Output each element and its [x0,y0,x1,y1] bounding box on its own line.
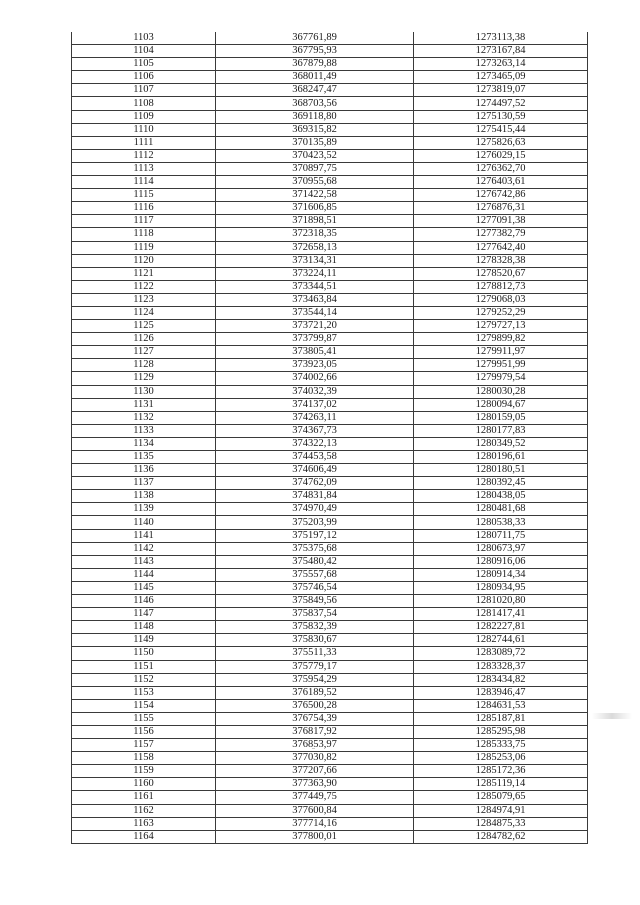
point-number-cell: 1118 [72,228,216,241]
x-coordinate-cell: 377207,66 [216,765,414,778]
x-coordinate-cell: 368703,56 [216,97,414,110]
table-row [72,97,588,110]
point-number-cell: 1108 [72,97,216,110]
table-row [72,110,588,123]
point-number-cell: 1160 [72,778,216,791]
y-coordinate-cell: 1285333,75 [414,739,588,752]
x-coordinate-cell: 373799,87 [216,333,414,346]
table-row [72,306,588,319]
x-coordinate-cell: 374032,39 [216,385,414,398]
table-row [72,791,588,804]
table-row [72,189,588,202]
y-coordinate-cell: 1279727,13 [414,320,588,333]
table-row [72,149,588,162]
table-row [72,411,588,424]
point-number-cell: 1125 [72,320,216,333]
x-coordinate-cell: 368247,47 [216,84,414,97]
point-number-cell: 1156 [72,725,216,738]
point-number-cell: 1111 [72,136,216,149]
y-coordinate-cell: 1280711,75 [414,529,588,542]
y-coordinate-cell: 1280538,33 [414,516,588,529]
point-number-cell: 1152 [72,673,216,686]
table-row [72,162,588,175]
point-number-cell: 1135 [72,451,216,464]
x-coordinate-cell: 372658,13 [216,241,414,254]
x-coordinate-cell: 375837,54 [216,608,414,621]
table-row [72,830,588,843]
table-row [72,437,588,450]
x-coordinate-cell: 377363,90 [216,778,414,791]
y-coordinate-cell: 1284782,62 [414,830,588,843]
point-number-cell: 1128 [72,359,216,372]
y-coordinate-cell: 1276876,31 [414,202,588,215]
table-row [72,595,588,608]
y-coordinate-cell: 1280481,68 [414,503,588,516]
x-coordinate-cell: 375197,12 [216,529,414,542]
table-row [72,739,588,752]
table-row [72,503,588,516]
y-coordinate-cell: 1283946,47 [414,686,588,699]
point-number-cell: 1116 [72,202,216,215]
table-row [72,84,588,97]
y-coordinate-cell: 1279979,54 [414,372,588,385]
x-coordinate-cell: 370423,52 [216,149,414,162]
point-number-cell: 1127 [72,346,216,359]
table-row [72,634,588,647]
x-coordinate-cell: 377714,16 [216,817,414,830]
y-coordinate-cell: 1276742,86 [414,189,588,202]
point-number-cell: 1164 [72,830,216,843]
y-coordinate-cell: 1276362,70 [414,162,588,175]
point-number-cell: 1119 [72,241,216,254]
x-coordinate-cell: 375779,17 [216,660,414,673]
y-coordinate-cell: 1279068,03 [414,293,588,306]
y-coordinate-cell: 1275130,59 [414,110,588,123]
point-number-cell: 1137 [72,477,216,490]
y-coordinate-cell: 1282744,61 [414,634,588,647]
x-coordinate-cell: 370897,75 [216,162,414,175]
x-coordinate-cell: 377449,75 [216,791,414,804]
y-coordinate-cell: 1276029,15 [414,149,588,162]
point-number-cell: 1109 [72,110,216,123]
point-number-cell: 1153 [72,686,216,699]
x-coordinate-cell: 375832,39 [216,621,414,634]
y-coordinate-cell: 1280196,61 [414,451,588,464]
table-row [72,660,588,673]
table-row [72,136,588,149]
x-coordinate-cell: 367879,88 [216,58,414,71]
x-coordinate-cell: 373923,05 [216,359,414,372]
x-coordinate-cell: 376817,92 [216,725,414,738]
point-number-cell: 1158 [72,752,216,765]
y-coordinate-cell: 1275415,44 [414,123,588,136]
x-coordinate-cell: 372318,35 [216,228,414,241]
table-row [72,359,588,372]
table-row [72,372,588,385]
y-coordinate-cell: 1280392,45 [414,477,588,490]
table-row [72,608,588,621]
y-coordinate-cell: 1273819,07 [414,84,588,97]
x-coordinate-cell: 377800,01 [216,830,414,843]
y-coordinate-cell: 1284974,91 [414,804,588,817]
point-number-cell: 1105 [72,58,216,71]
point-number-cell: 1133 [72,424,216,437]
x-coordinate-cell: 374322,13 [216,437,414,450]
table-row [72,45,588,58]
point-number-cell: 1161 [72,791,216,804]
table-row [72,699,588,712]
x-coordinate-cell: 370135,89 [216,136,414,149]
scan-smudge [592,713,632,719]
point-number-cell: 1112 [72,149,216,162]
y-coordinate-cell: 1280934,95 [414,581,588,594]
coordinates-table [71,32,588,844]
point-number-cell: 1130 [72,385,216,398]
x-coordinate-cell: 367761,89 [216,32,414,45]
point-number-cell: 1142 [72,542,216,555]
x-coordinate-cell: 374606,49 [216,464,414,477]
y-coordinate-cell: 1273167,84 [414,45,588,58]
point-number-cell: 1157 [72,739,216,752]
x-coordinate-cell: 376189,52 [216,686,414,699]
point-number-cell: 1129 [72,372,216,385]
y-coordinate-cell: 1280030,28 [414,385,588,398]
y-coordinate-cell: 1284631,53 [414,699,588,712]
y-coordinate-cell: 1277642,40 [414,241,588,254]
table-row [72,202,588,215]
x-coordinate-cell: 374831,84 [216,490,414,503]
table-row [72,267,588,280]
y-coordinate-cell: 1273465,09 [414,71,588,84]
y-coordinate-cell: 1280916,06 [414,555,588,568]
y-coordinate-cell: 1284875,33 [414,817,588,830]
x-coordinate-cell: 377030,82 [216,752,414,765]
y-coordinate-cell: 1277091,38 [414,215,588,228]
x-coordinate-cell: 375203,99 [216,516,414,529]
table-row [72,673,588,686]
x-coordinate-cell: 371422,58 [216,189,414,202]
y-coordinate-cell: 1285295,98 [414,725,588,738]
y-coordinate-cell: 1285187,81 [414,712,588,725]
point-number-cell: 1159 [72,765,216,778]
table-row [72,712,588,725]
x-coordinate-cell: 374137,02 [216,398,414,411]
y-coordinate-cell: 1280914,34 [414,568,588,581]
y-coordinate-cell: 1279951,99 [414,359,588,372]
point-number-cell: 1149 [72,634,216,647]
y-coordinate-cell: 1273263,14 [414,58,588,71]
y-coordinate-cell: 1279899,82 [414,333,588,346]
x-coordinate-cell: 367795,93 [216,45,414,58]
table-row [72,555,588,568]
table-row [72,215,588,228]
x-coordinate-cell: 373224,11 [216,267,414,280]
table-row [72,529,588,542]
y-coordinate-cell: 1275826,63 [414,136,588,149]
point-number-cell: 1138 [72,490,216,503]
table-row [72,241,588,254]
table-row [72,320,588,333]
x-coordinate-cell: 371606,85 [216,202,414,215]
point-number-cell: 1145 [72,581,216,594]
table-row [72,464,588,477]
point-number-cell: 1132 [72,411,216,424]
y-coordinate-cell: 1285253,06 [414,752,588,765]
point-number-cell: 1106 [72,71,216,84]
point-number-cell: 1126 [72,333,216,346]
point-number-cell: 1141 [72,529,216,542]
table-row [72,346,588,359]
table-row [72,71,588,84]
point-number-cell: 1154 [72,699,216,712]
table-row [72,293,588,306]
table-row [72,398,588,411]
table-row [72,686,588,699]
x-coordinate-cell: 374263,11 [216,411,414,424]
x-coordinate-cell: 376754,39 [216,712,414,725]
point-number-cell: 1136 [72,464,216,477]
x-coordinate-cell: 376500,28 [216,699,414,712]
table-row [72,542,588,555]
table-row [72,176,588,189]
point-number-cell: 1139 [72,503,216,516]
point-number-cell: 1115 [72,189,216,202]
x-coordinate-cell: 370955,68 [216,176,414,189]
point-number-cell: 1113 [72,162,216,175]
x-coordinate-cell: 373805,41 [216,346,414,359]
x-coordinate-cell: 374762,09 [216,477,414,490]
table-row [72,568,588,581]
y-coordinate-cell: 1280177,83 [414,424,588,437]
x-coordinate-cell: 371898,51 [216,215,414,228]
point-number-cell: 1120 [72,254,216,267]
y-coordinate-cell: 1283434,82 [414,673,588,686]
table-row [72,333,588,346]
point-number-cell: 1103 [72,32,216,45]
y-coordinate-cell: 1285079,65 [414,791,588,804]
x-coordinate-cell: 375830,67 [216,634,414,647]
y-coordinate-cell: 1281020,80 [414,595,588,608]
point-number-cell: 1124 [72,306,216,319]
point-number-cell: 1147 [72,608,216,621]
point-number-cell: 1104 [72,45,216,58]
table-row [72,581,588,594]
table-row [72,280,588,293]
x-coordinate-cell: 374002,66 [216,372,414,385]
point-number-cell: 1131 [72,398,216,411]
table-row [72,385,588,398]
x-coordinate-cell: 375557,68 [216,568,414,581]
x-coordinate-cell: 375746,54 [216,581,414,594]
y-coordinate-cell: 1280180,51 [414,464,588,477]
table-row [72,58,588,71]
point-number-cell: 1123 [72,293,216,306]
x-coordinate-cell: 375480,42 [216,555,414,568]
x-coordinate-cell: 373134,31 [216,254,414,267]
table-row [72,123,588,136]
point-number-cell: 1150 [72,647,216,660]
point-number-cell: 1110 [72,123,216,136]
x-coordinate-cell: 369118,80 [216,110,414,123]
y-coordinate-cell: 1281417,41 [414,608,588,621]
table-row [72,254,588,267]
y-coordinate-cell: 1280349,52 [414,437,588,450]
x-coordinate-cell: 369315,82 [216,123,414,136]
point-number-cell: 1146 [72,595,216,608]
table-row [72,32,588,45]
y-coordinate-cell: 1278328,38 [414,254,588,267]
x-coordinate-cell: 373463,84 [216,293,414,306]
table-row [72,752,588,765]
table-row [72,778,588,791]
x-coordinate-cell: 375954,29 [216,673,414,686]
y-coordinate-cell: 1278812,73 [414,280,588,293]
table-row [72,424,588,437]
y-coordinate-cell: 1280159,05 [414,411,588,424]
table-row [72,647,588,660]
point-number-cell: 1134 [72,437,216,450]
table-row [72,817,588,830]
point-number-cell: 1143 [72,555,216,568]
point-number-cell: 1151 [72,660,216,673]
point-number-cell: 1148 [72,621,216,634]
point-number-cell: 1163 [72,817,216,830]
y-coordinate-cell: 1273113,38 [414,32,588,45]
x-coordinate-cell: 375375,68 [216,542,414,555]
x-coordinate-cell: 373544,14 [216,306,414,319]
y-coordinate-cell: 1280438,05 [414,490,588,503]
point-number-cell: 1117 [72,215,216,228]
point-number-cell: 1114 [72,176,216,189]
table-row [72,477,588,490]
x-coordinate-cell: 375511,33 [216,647,414,660]
table-row [72,228,588,241]
y-coordinate-cell: 1279911,97 [414,346,588,359]
x-coordinate-cell: 373344,51 [216,280,414,293]
table-row [72,490,588,503]
y-coordinate-cell: 1276403,61 [414,176,588,189]
point-number-cell: 1107 [72,84,216,97]
x-coordinate-cell: 374970,49 [216,503,414,516]
y-coordinate-cell: 1280094,67 [414,398,588,411]
table-row [72,451,588,464]
y-coordinate-cell: 1278520,67 [414,267,588,280]
y-coordinate-cell: 1280673,97 [414,542,588,555]
point-number-cell: 1122 [72,280,216,293]
y-coordinate-cell: 1279252,29 [414,306,588,319]
point-number-cell: 1140 [72,516,216,529]
x-coordinate-cell: 368011,49 [216,71,414,84]
table-row [72,804,588,817]
point-number-cell: 1144 [72,568,216,581]
coordinates-table-body [72,32,588,843]
x-coordinate-cell: 374367,73 [216,424,414,437]
y-coordinate-cell: 1283089,72 [414,647,588,660]
x-coordinate-cell: 373721,20 [216,320,414,333]
table-row [72,725,588,738]
x-coordinate-cell: 377600,84 [216,804,414,817]
table-row [72,765,588,778]
y-coordinate-cell: 1285172,36 [414,765,588,778]
y-coordinate-cell: 1277382,79 [414,228,588,241]
table-row [72,516,588,529]
y-coordinate-cell: 1285119,14 [414,778,588,791]
point-number-cell: 1155 [72,712,216,725]
x-coordinate-cell: 376853,97 [216,739,414,752]
x-coordinate-cell: 374453,58 [216,451,414,464]
y-coordinate-cell: 1274497,52 [414,97,588,110]
x-coordinate-cell: 375849,56 [216,595,414,608]
y-coordinate-cell: 1283328,37 [414,660,588,673]
point-number-cell: 1121 [72,267,216,280]
point-number-cell: 1162 [72,804,216,817]
table-row [72,621,588,634]
scan-speck [312,748,315,749]
y-coordinate-cell: 1282227,81 [414,621,588,634]
